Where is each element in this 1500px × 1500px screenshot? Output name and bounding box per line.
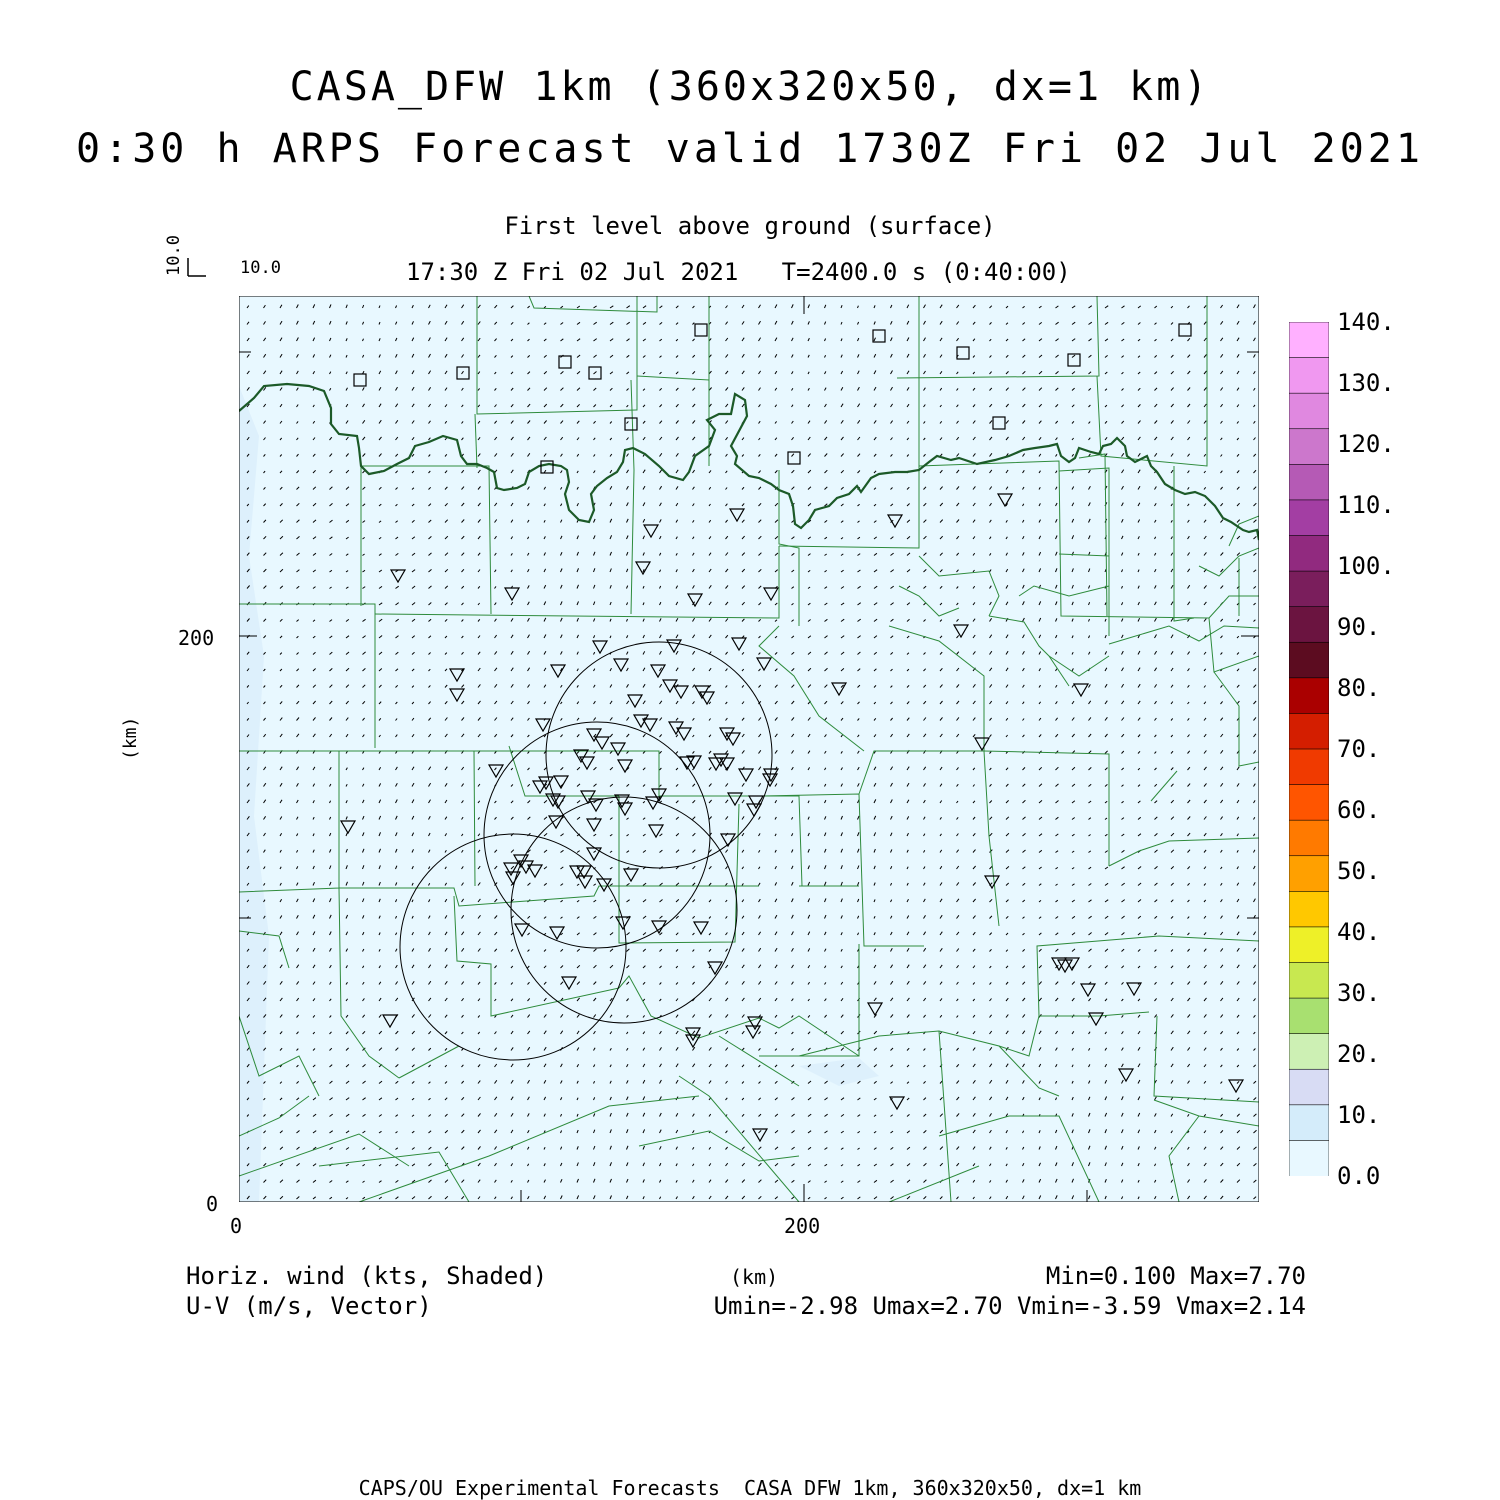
colorbar-label: 70. <box>1337 735 1381 763</box>
footer-shaded-field: Horiz. wind (kts, Shaded) <box>186 1262 548 1290</box>
colorbar-label: 80. <box>1337 674 1381 702</box>
colorbar-swatch <box>1289 678 1329 714</box>
colorbar-label: 120. <box>1337 430 1395 458</box>
y-tick-200: 200 <box>178 626 215 650</box>
colorbar-swatch <box>1289 1105 1329 1141</box>
colorbar-swatch <box>1289 571 1329 607</box>
title-line-1: CASA_DFW 1km (360x320x50, dx=1 km) <box>289 64 1211 110</box>
colorbar-label: 0.0 <box>1337 1162 1381 1190</box>
vector-reference-u-label: 10.0 <box>240 258 281 278</box>
x-tick-200: 200 <box>784 1214 821 1238</box>
colorbar-swatch <box>1289 713 1329 749</box>
time-subtitle: 17:30 Z Fri 02 Jul 2021 T=2400.0 s (0:40:00) <box>406 258 1071 286</box>
colorbar-swatch <box>1289 536 1329 572</box>
colorbar-label: 50. <box>1337 857 1381 885</box>
colorbar-swatch <box>1289 998 1329 1034</box>
colorbar-label: 60. <box>1337 796 1381 824</box>
colorbar-swatch <box>1289 749 1329 785</box>
colorbar-swatch <box>1289 785 1329 821</box>
colorbar-label: 40. <box>1337 918 1381 946</box>
x-tick-0: 0 <box>230 1214 243 1238</box>
colorbar <box>1289 322 1329 1176</box>
colorbar-swatch <box>1289 500 1329 536</box>
colorbar-swatch <box>1289 322 1329 358</box>
colorbar-label: 140. <box>1337 308 1395 336</box>
colorbar-label: 100. <box>1337 552 1395 580</box>
colorbar-label: 20. <box>1337 1040 1381 1068</box>
colorbar-swatch <box>1289 358 1329 394</box>
vector-reference-v-label: 10.0 <box>164 235 184 276</box>
y-tick-0: 0 <box>206 1192 219 1216</box>
colorbar-swatch <box>1289 891 1329 927</box>
footer-vector-field: U-V (m/s, Vector) <box>186 1292 432 1320</box>
x-axis-label: (km) <box>730 1265 779 1289</box>
colorbar-label: 90. <box>1337 613 1381 641</box>
level-subtitle: First level above ground (surface) <box>504 212 996 240</box>
footer-uv-extrema: Umin=-2.98 Umax=2.70 Vmin=-3.59 Vmax=2.14 <box>713 1292 1306 1320</box>
colorbar-label: 10. <box>1337 1101 1381 1129</box>
colorbar-swatch <box>1289 1034 1329 1070</box>
colorbar-swatch <box>1289 429 1329 465</box>
colorbar-label: 30. <box>1337 979 1381 1007</box>
colorbar-swatch <box>1289 642 1329 678</box>
colorbar-label: 110. <box>1337 491 1395 519</box>
colorbar-swatch <box>1289 393 1329 429</box>
colorbar-swatch <box>1289 963 1329 999</box>
colorbar-swatch <box>1289 927 1329 963</box>
y-axis-label: (km) <box>120 716 141 760</box>
title-line-2: 0:30 h ARPS Forecast valid 1730Z Fri 02 Jul 2021 <box>76 126 1424 172</box>
vector-reference-icon <box>180 254 220 284</box>
colorbar-swatch <box>1289 1140 1329 1176</box>
colorbar-label: 130. <box>1337 369 1395 397</box>
footer-min-max: Min=0.100 Max=7.70 <box>1045 1262 1306 1290</box>
colorbar-swatch <box>1289 856 1329 892</box>
colorbar-swatch <box>1289 607 1329 643</box>
colorbar-swatch <box>1289 464 1329 500</box>
colorbar-swatch <box>1289 1069 1329 1105</box>
credit-line: CAPS/OU Experimental Forecasts CASA DFW 1km, 360x320x50, dx=1 km <box>358 1476 1142 1500</box>
colorbar-swatch <box>1289 820 1329 856</box>
wind-field-map <box>239 296 1259 1202</box>
